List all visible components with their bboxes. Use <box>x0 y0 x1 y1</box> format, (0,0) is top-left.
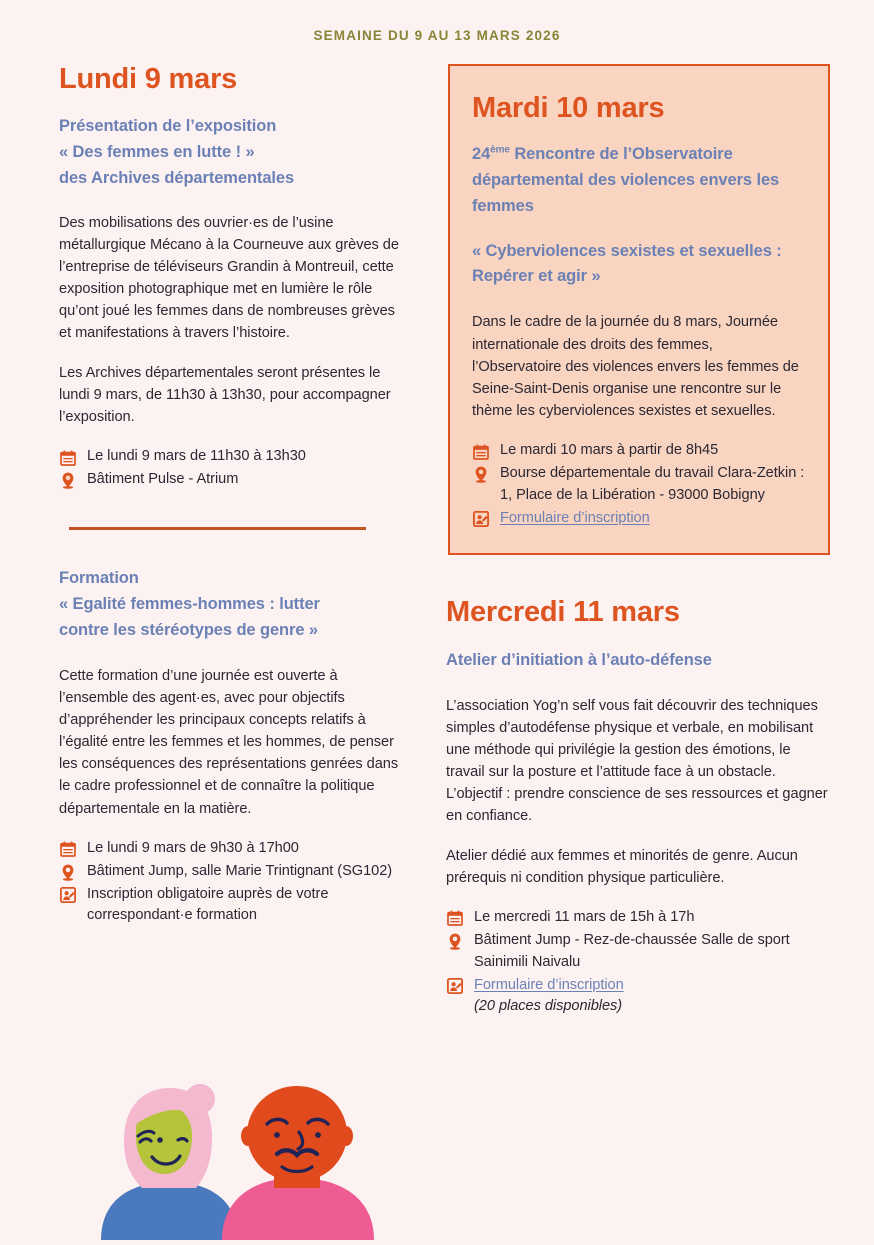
lundi-subtitle-line-3: des Archives départementales <box>59 168 295 187</box>
location-pin-icon <box>59 471 76 490</box>
info-row <box>472 463 806 507</box>
two-people-illustration <box>96 1078 396 1240</box>
info-row <box>59 469 406 491</box>
mardi-quote-title: « Cyberviolences sexistes et sexuelles : Repérer et agir » <box>472 241 782 286</box>
mercredi-availability-note: (20 places disponibles) <box>474 998 623 1015</box>
info-row <box>446 907 830 929</box>
mardi-subtitle <box>472 142 806 220</box>
calendar-icon <box>472 442 489 461</box>
formation-paragraph-1: Cette formation d’une journée est ouverte à l’ensemble des agent·es, avec pour objectifs d’appréhender les principaux concepts relatifs à l’égalité entre les femmes et les hommes, de penser les conséquences des représentations genrées dans le cadre professionnel et de connaître la politique départementale en la matière. <box>59 667 399 817</box>
info-text: Bâtiment Jump, salle Marie Trintignant (SG102) <box>87 862 393 879</box>
lundi-info-list <box>59 446 406 491</box>
location-pin-icon <box>59 863 76 882</box>
formation-subtitle-line-2: « Egalité femmes-hommes : lutter <box>59 594 320 613</box>
info-row <box>472 508 806 530</box>
registration-form-icon <box>59 886 76 905</box>
info-row <box>59 884 406 928</box>
info-row <box>59 838 406 860</box>
registration-form-icon <box>446 977 463 996</box>
calendar-icon <box>59 840 76 859</box>
mardi-paragraph-1: Dans le cadre de la journée du 8 mars, Journée internationale des droits des femmes, l’Observatoire des violences envers les femmes de Seine-Saint-Denis organise une rencontre sur le thème les cyberviolences sexistes et sexuelles. <box>472 314 799 420</box>
mardi-subtitle-rest: Rencontre de l’Observatoire départemental des violences envers les femmes <box>472 144 780 215</box>
mercredi-paragraph-1: L’association Yog’n self vous fait découvrir des techniques simples d’autodéfense physique et verbale, en mobilisant une méthode qui privilégie la gestion des émotions, le travail sur la posture et l’attitude face à un obstacle. L’objectif : prendre conscience de ses ressources et gagner en confiance. <box>446 697 828 825</box>
lundi-day-title: Lundi 9 mars <box>59 63 238 95</box>
info-text: Le lundi 9 mars de 9h30 à 17h00 <box>87 839 299 856</box>
registration-form-icon <box>472 510 489 529</box>
formation-subtitle-line-3: contre les stéréotypes de genre » <box>59 620 318 639</box>
info-text: Bâtiment Pulse - Atrium <box>87 471 239 487</box>
info-row <box>59 861 406 883</box>
formation-subtitle <box>59 566 406 644</box>
mardi-subtitle-ordinal: ème <box>490 144 510 156</box>
section-lundi <box>59 64 406 530</box>
section-formation <box>59 566 406 927</box>
week-header: SEMAINE DU 9 AU 13 MARS 2026 <box>313 28 561 43</box>
lundi-paragraph-2: Les Archives départementales seront présentes le lundi 9 mars, de 11h30 à 13h30, pour accompagner l’exposition. <box>59 364 391 425</box>
info-row <box>59 446 406 468</box>
mercredi-info-list <box>446 907 830 1018</box>
right-column <box>446 64 874 1019</box>
calendar-icon <box>59 448 76 467</box>
info-text: Bâtiment Jump - Rez-de-chaussée Salle de sport Sainimili Naivalu <box>474 931 790 970</box>
section-mercredi <box>446 597 830 1019</box>
lundi-paragraph-1: Des mobilisations des ouvrier·es de l’usine métallurgique Mécano à la Courneuve aux grèves de l’entreprise de téléviseurs Grandin à Montreuil, cette exposition photographique met en lumière le rôle qu’ont joué les femmes dans de nombreuses grèves et manifestations à travers l’histoire. <box>59 214 399 342</box>
info-text: Inscription obligatoire auprès de votre correspondant·e formation <box>87 885 329 924</box>
info-text: Le mercredi 11 mars de 15h à 17h <box>474 908 695 925</box>
lundi-subtitle-line-1: Présentation de l’exposition <box>59 116 277 135</box>
section-mardi-card <box>448 64 830 555</box>
formation-info-list <box>59 838 406 928</box>
left-column <box>0 64 446 1019</box>
location-pin-icon <box>446 932 463 951</box>
info-text: Le mardi 10 mars à partir de 8h45 <box>500 442 719 459</box>
mercredi-day-title: Mercredi 11 mars <box>446 595 680 628</box>
info-text: Le lundi 9 mars de 11h30 à 13h30 <box>87 448 306 465</box>
mardi-registration-link[interactable]: Formulaire d’inscription <box>500 509 650 526</box>
formation-subtitle-line-1: Formation <box>59 568 139 587</box>
info-row <box>446 930 830 974</box>
mardi-day-title: Mardi 10 mars <box>472 92 665 124</box>
mardi-subtitle-number: 24 <box>472 144 491 163</box>
info-row <box>472 440 806 462</box>
mercredi-registration-link[interactable]: Formulaire d’inscription <box>474 976 624 993</box>
calendar-icon <box>446 909 463 928</box>
info-row <box>446 975 830 1019</box>
location-pin-icon <box>472 465 489 484</box>
mercredi-subtitle: Atelier d’initiation à l’auto-défense <box>446 650 712 669</box>
lundi-subtitle <box>59 114 406 192</box>
mercredi-paragraph-2: Atelier dédié aux femmes et minorités de genre. Aucun prérequis ni condition physique particulière. <box>446 847 798 886</box>
lundi-subtitle-line-2: « Des femmes en lutte ! » <box>59 142 255 161</box>
section-divider <box>69 527 366 530</box>
content-columns <box>0 64 874 1019</box>
info-text: Bourse départementale du travail Clara-Zetkin : 1, Place de la Libération - 93000 Bobigny <box>500 465 805 503</box>
mardi-info-list <box>472 440 806 530</box>
